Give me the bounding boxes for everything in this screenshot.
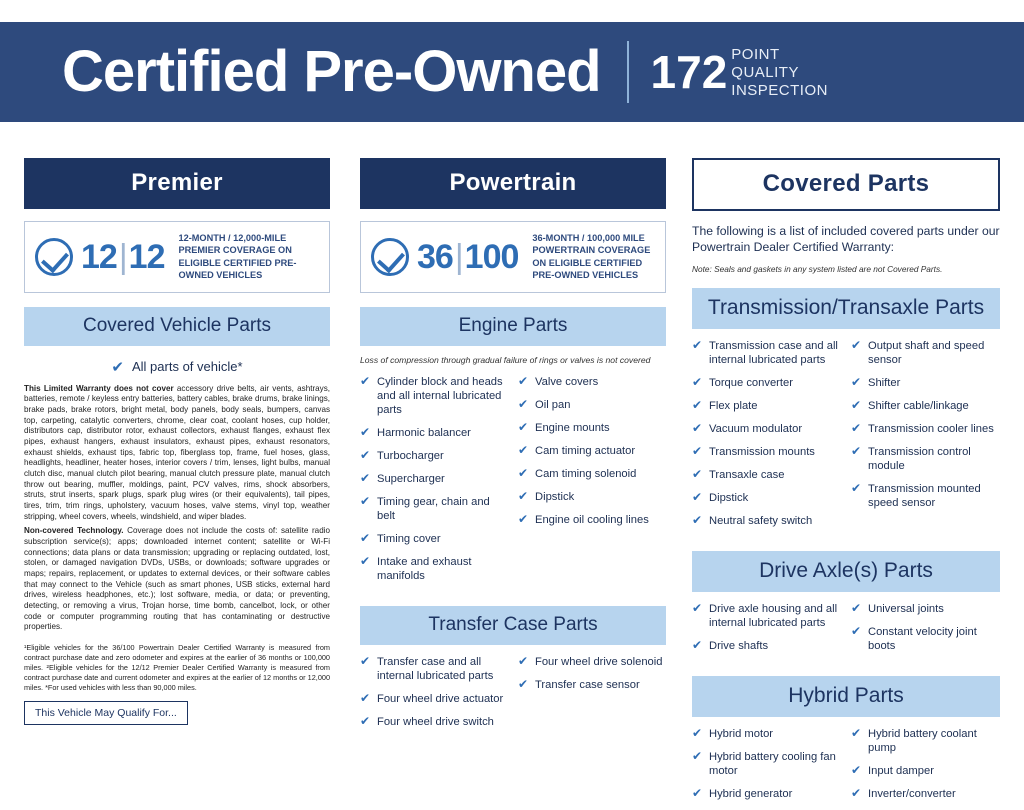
- inspection-label: [731, 46, 828, 99]
- inspection-line-1: POINT: [731, 46, 780, 64]
- transfer-case-parts-list: [360, 655, 666, 738]
- powertrain-badge-text: 36-MONTH / 100,000 MILE POWERTRAIN COVERAGE ON ELIGIBLE CERTIFIED PRE-OWNED VEHICLES: [532, 233, 651, 281]
- list-item: [518, 490, 666, 504]
- list-item: [518, 375, 666, 389]
- list-item-label: Four wheel drive actuator: [377, 692, 504, 705]
- list-item-label: Four wheel drive switch: [377, 715, 494, 728]
- qualify-button[interactable]: This Vehicle May Qualify For...: [24, 701, 188, 725]
- transmission-left-column: [692, 339, 841, 537]
- check-icon: ✔: [518, 419, 529, 434]
- list-item: [518, 467, 666, 481]
- transfer-case-parts-header: Transfer Case Parts: [360, 606, 666, 645]
- inspection-line-2: QUALITY: [731, 64, 799, 82]
- inspection-point-count: 172: [650, 46, 728, 98]
- check-icon: ✔: [692, 748, 703, 763]
- list-item: [360, 495, 508, 523]
- check-icon: ✔: [360, 447, 371, 462]
- check-icon: ✔: [692, 443, 703, 458]
- hybrid-parts-list: [692, 727, 1000, 810]
- list-item-label: Inverter/converter: [868, 787, 956, 800]
- exclusions-paragraph-2: [24, 526, 330, 633]
- list-item: [851, 422, 1000, 436]
- check-icon: ✔: [851, 337, 862, 352]
- list-item-label: Transmission case and all internal lubricated parts: [709, 339, 838, 366]
- list-item-label: Hybrid generator: [709, 787, 793, 800]
- check-icon: ✔: [360, 493, 371, 508]
- list-item-label: Engine oil cooling lines: [535, 513, 649, 526]
- check-icon: ✔: [851, 374, 862, 389]
- check-icon: ✔: [851, 397, 862, 412]
- check-icon: ✔: [851, 785, 862, 800]
- list-item-label: Dipstick: [535, 490, 575, 503]
- list-item: [692, 639, 841, 653]
- check-icon: ✔: [692, 637, 703, 652]
- check-icon: ✔: [851, 762, 862, 777]
- transmission-parts-header: Transmission/Transaxle Parts: [692, 288, 1000, 329]
- check-icon: ✔: [692, 397, 703, 412]
- list-item: [692, 491, 841, 505]
- premier-column: [24, 158, 330, 725]
- check-icon: ✔: [518, 442, 529, 457]
- list-item-label: Hybrid battery coolant pump: [868, 727, 977, 754]
- list-item-label: Dipstick: [709, 491, 749, 504]
- list-item: [360, 715, 508, 729]
- list-item: [851, 339, 1000, 367]
- list-item-label: Oil pan: [535, 398, 571, 411]
- check-icon: ✔: [851, 623, 862, 638]
- list-item: [851, 399, 1000, 413]
- premier-badge-text: 12-MONTH / 12,000-MILE PREMIER COVERAGE ON ELIGIBLE CERTIFIED PRE-OWNED VEHICLES: [178, 233, 297, 281]
- covered-vehicle-parts-header: Covered Vehicle Parts: [24, 307, 330, 346]
- list-item: [518, 655, 666, 669]
- list-item: [692, 339, 841, 367]
- powertrain-column: [360, 158, 666, 738]
- premier-coverage-numbers: [81, 237, 165, 276]
- list-item-label: Intake and exhaust manifolds: [377, 555, 472, 582]
- check-icon: ✔: [692, 466, 703, 481]
- premier-months: 12: [81, 237, 117, 276]
- check-icon: ✔: [692, 785, 703, 800]
- powertrain-title: Powertrain: [360, 158, 666, 209]
- check-icon: ✔: [851, 480, 862, 495]
- check-icon: ✔: [518, 488, 529, 503]
- check-icon: ✔: [360, 713, 371, 728]
- list-item: [692, 422, 841, 436]
- header-divider: [627, 41, 629, 103]
- check-icon: ✔: [518, 511, 529, 526]
- check-icon: ✔: [692, 725, 703, 740]
- header: [24, 30, 1000, 114]
- drive-axle-left-column: [692, 602, 841, 662]
- list-item-label: Transmission mounts: [709, 445, 815, 458]
- list-item: [692, 750, 841, 778]
- check-icon: ✔: [692, 512, 703, 527]
- list-item: [360, 375, 508, 417]
- list-item: [692, 376, 841, 390]
- list-item: [851, 376, 1000, 390]
- covered-parts-column: [692, 158, 1000, 810]
- drive-axle-parts-list: [692, 602, 1000, 662]
- check-icon: ✔: [851, 443, 862, 458]
- list-item: [692, 468, 841, 482]
- check-icon: ✔: [851, 420, 862, 435]
- list-item: [692, 445, 841, 459]
- powertrain-badge: [360, 221, 666, 293]
- check-icon: ✔: [692, 489, 703, 504]
- powertrain-months: 36: [417, 237, 453, 276]
- list-item: [692, 727, 841, 741]
- list-item-label: Input damper: [868, 764, 934, 777]
- check-icon: ✔: [360, 553, 371, 568]
- hybrid-right-column: [851, 727, 1000, 810]
- powertrain-coverage-numbers: [417, 237, 519, 276]
- list-item-label: Cam timing solenoid: [535, 467, 637, 480]
- transmission-right-column: [851, 339, 1000, 537]
- covered-parts-title: Covered Parts: [692, 158, 1000, 211]
- list-item: [692, 514, 841, 528]
- list-item-label: Transfer case sensor: [535, 678, 640, 691]
- check-icon: ✔: [360, 653, 371, 668]
- list-item: [360, 692, 508, 706]
- all-parts-label: All parts of vehicle*: [132, 359, 243, 375]
- list-item-label: Torque converter: [709, 376, 793, 389]
- list-item: [360, 655, 508, 683]
- exclusions-lead-2: Non-covered Technology.: [24, 526, 124, 536]
- inspection-line-3: INSPECTION: [731, 81, 828, 99]
- engine-parts-list: [360, 375, 666, 592]
- list-item: [360, 426, 508, 440]
- engine-parts-header: Engine Parts: [360, 307, 666, 346]
- list-item: [851, 625, 1000, 653]
- check-icon: ✔: [360, 470, 371, 485]
- premier-miles: 12: [128, 237, 165, 276]
- check-icon: ✔: [518, 676, 529, 691]
- exclusions-body-1: accessory drive belts, air vents, ashtrays, batteries, remote / keyless entry batteries, battery cables, brake drums, brake linings, brake pads, brake rotors, bright metal, body panels, body seals, bumpers, canvas top, carpeting, catalytic converters, chrome, clear coat, coolant hoses, cup holder, distributors cap, distributor rotor, exhaust collectors, exhaust flanges, exhaust flex pipes, exhaust hangers, exhaust insulators, exhaust pipes, exhaust resonators, exhaust shields, exhaust tips, fabric top, fiberglass top, frame, fuel hoses, glass, headlights, headliner, heater hoses, interior covers / trim, lenses, light bulbs, manual clutch disc, manual clutch pilot bearing, manual clutch pressure plate, manual clutch throw out bearing, muffler, moldings, paint, PCV valves, rims, shock absorbers, struts, strut inserts, spark plugs, spark plug wires (or their equivalents), tail pipes, tires, trim, trim rings, upholstery, vacuum hoses, valve stems, vinyl top, weather stripping, wheel covers, wheels, windshield, and wiper blades.: [24, 383, 330, 521]
- list-item-label: Drive axle housing and all internal lubricated parts: [709, 602, 838, 629]
- list-item-label: Universal joints: [868, 602, 944, 615]
- list-item: [851, 602, 1000, 616]
- list-item: [692, 399, 841, 413]
- check-icon: ✔: [692, 337, 703, 352]
- exclusions-lead-1: This Limited Warranty does not cover: [24, 383, 174, 393]
- engine-loss-note: Loss of compression through gradual failure of rings or valves is not covered: [360, 354, 651, 365]
- transfer-parts-right-column: [518, 655, 666, 738]
- check-icon: ✔: [692, 600, 703, 615]
- hybrid-left-column: [692, 727, 841, 810]
- list-item-label: Drive shafts: [709, 639, 769, 652]
- list-item-label: Transfer case and all internal lubricated parts: [377, 655, 494, 682]
- all-parts-row: [24, 358, 330, 376]
- list-item: [360, 472, 508, 486]
- list-item-label: Timing cover: [377, 532, 441, 545]
- badge-separator: |: [118, 237, 127, 276]
- list-item: [360, 532, 508, 546]
- list-item-label: Neutral safety switch: [709, 514, 813, 527]
- check-icon: ✔: [360, 424, 371, 439]
- check-icon: ✔: [360, 690, 371, 705]
- list-item-label: Engine mounts: [535, 421, 610, 434]
- check-icon: ✔: [518, 396, 529, 411]
- exclusions-paragraph-1: [24, 384, 330, 523]
- list-item: [851, 787, 1000, 801]
- list-item-label: Shifter cable/linkage: [868, 399, 969, 412]
- hybrid-parts-header: Hybrid Parts: [692, 676, 1000, 717]
- list-item: [851, 764, 1000, 778]
- list-item-label: Four wheel drive solenoid: [535, 655, 663, 668]
- check-icon: ✔: [360, 530, 371, 545]
- list-item-label: Hybrid battery cooling fan motor: [709, 750, 836, 777]
- list-item: [360, 449, 508, 463]
- list-item-label: Valve covers: [535, 375, 599, 388]
- list-item: [518, 421, 666, 435]
- check-circle-icon: [35, 238, 73, 276]
- list-item: [692, 602, 841, 630]
- list-item-label: Transaxle case: [709, 468, 785, 481]
- transmission-parts-list: [692, 339, 1000, 537]
- check-icon: ✔: [692, 420, 703, 435]
- badge-separator: |: [454, 237, 463, 276]
- list-item-label: Constant velocity joint boots: [868, 625, 977, 652]
- check-circle-icon: [371, 238, 409, 276]
- list-item: [851, 445, 1000, 473]
- list-item: [518, 398, 666, 412]
- covered-parts-intro: The following is a list of included covered parts under our Powertrain Dealer Certified Warranty:: [692, 224, 1000, 255]
- check-icon: ✔: [692, 374, 703, 389]
- list-item: [518, 513, 666, 527]
- premier-footnote: ¹Eligible vehicles for the 36/100 Powertrain Dealer Certified Warranty is measured from contract purchase date and zero odometer and expires at the earlier of 36 months or 100,000 miles. ²Eligible vehicles for the 12/12 Premier Dealer Certified Warranty is measured from contract purchase date and current odometer and expires at the earlier of 12 months or 12,000 miles. *For used vehicles with less than 90,000 miles.: [24, 643, 330, 692]
- list-item-label: Supercharger: [377, 472, 445, 485]
- check-icon: ✔: [518, 653, 529, 668]
- list-item-label: Hybrid motor: [709, 727, 774, 740]
- list-item: [692, 787, 841, 801]
- list-item: [851, 482, 1000, 510]
- transfer-parts-left-column: [360, 655, 508, 738]
- check-icon: ✔: [851, 725, 862, 740]
- drive-axle-right-column: [851, 602, 1000, 662]
- list-item-label: Harmonic balancer: [377, 426, 471, 439]
- check-icon: ✔: [851, 600, 862, 615]
- list-item: [518, 678, 666, 692]
- list-item-label: Vacuum modulator: [709, 422, 803, 435]
- list-item-label: Flex plate: [709, 399, 758, 412]
- list-item-label: Cylinder block and heads and all internal lubricated parts: [377, 375, 503, 416]
- list-item-label: Transmission control module: [868, 445, 971, 472]
- list-item: [518, 444, 666, 458]
- list-item-label: Timing gear, chain and belt: [377, 495, 490, 522]
- page-title: Certified Pre-Owned: [62, 39, 601, 104]
- check-icon: ✔: [518, 465, 529, 480]
- list-item-label: Shifter: [868, 376, 901, 389]
- list-item: [360, 555, 508, 583]
- powertrain-miles: 100: [464, 237, 519, 276]
- check-icon: ✔: [518, 373, 529, 388]
- engine-parts-left-column: [360, 375, 508, 592]
- list-item-label: Transmission mounted speed sensor: [868, 482, 981, 509]
- exclusions-body-2: Coverage does not include the costs of: satellite radio subscription service(s); apps; downloaded internet content; satellite or Wi-Fi connections; data plans or data transmission; upgrading or replacing outdated, lost, stolen, or damaged navigation DVDs, USBs, or downloads; software upgrades or maps; repairs, replacement, or updates to external devices, or their software cables that may connect to the Vehicle (such as smart phones, USB sticks, external hard drives, wireless headphones, etc.); lost software, media, or data; or preventing, detecting, or removing a virus, Trojan horse, time bomb, cancelbot, lock, or other code or computer programming routing that has contaminating or destructive properties.: [24, 526, 330, 632]
- list-item-label: Output shaft and speed sensor: [868, 339, 985, 366]
- drive-axle-parts-header: Drive Axle(s) Parts: [692, 551, 1000, 592]
- list-item: [851, 727, 1000, 755]
- engine-parts-right-column: [518, 375, 666, 592]
- list-item-label: Turbocharger: [377, 449, 444, 462]
- check-icon: ✔: [360, 373, 371, 388]
- premier-badge: [24, 221, 330, 293]
- list-item-label: Cam timing actuator: [535, 444, 636, 457]
- check-icon: ✔: [111, 358, 124, 376]
- covered-parts-note: Note: Seals and gaskets in any system listed are not Covered Parts.: [692, 263, 943, 274]
- list-item-label: Transmission cooler lines: [868, 422, 994, 435]
- premier-title: Premier: [24, 158, 330, 209]
